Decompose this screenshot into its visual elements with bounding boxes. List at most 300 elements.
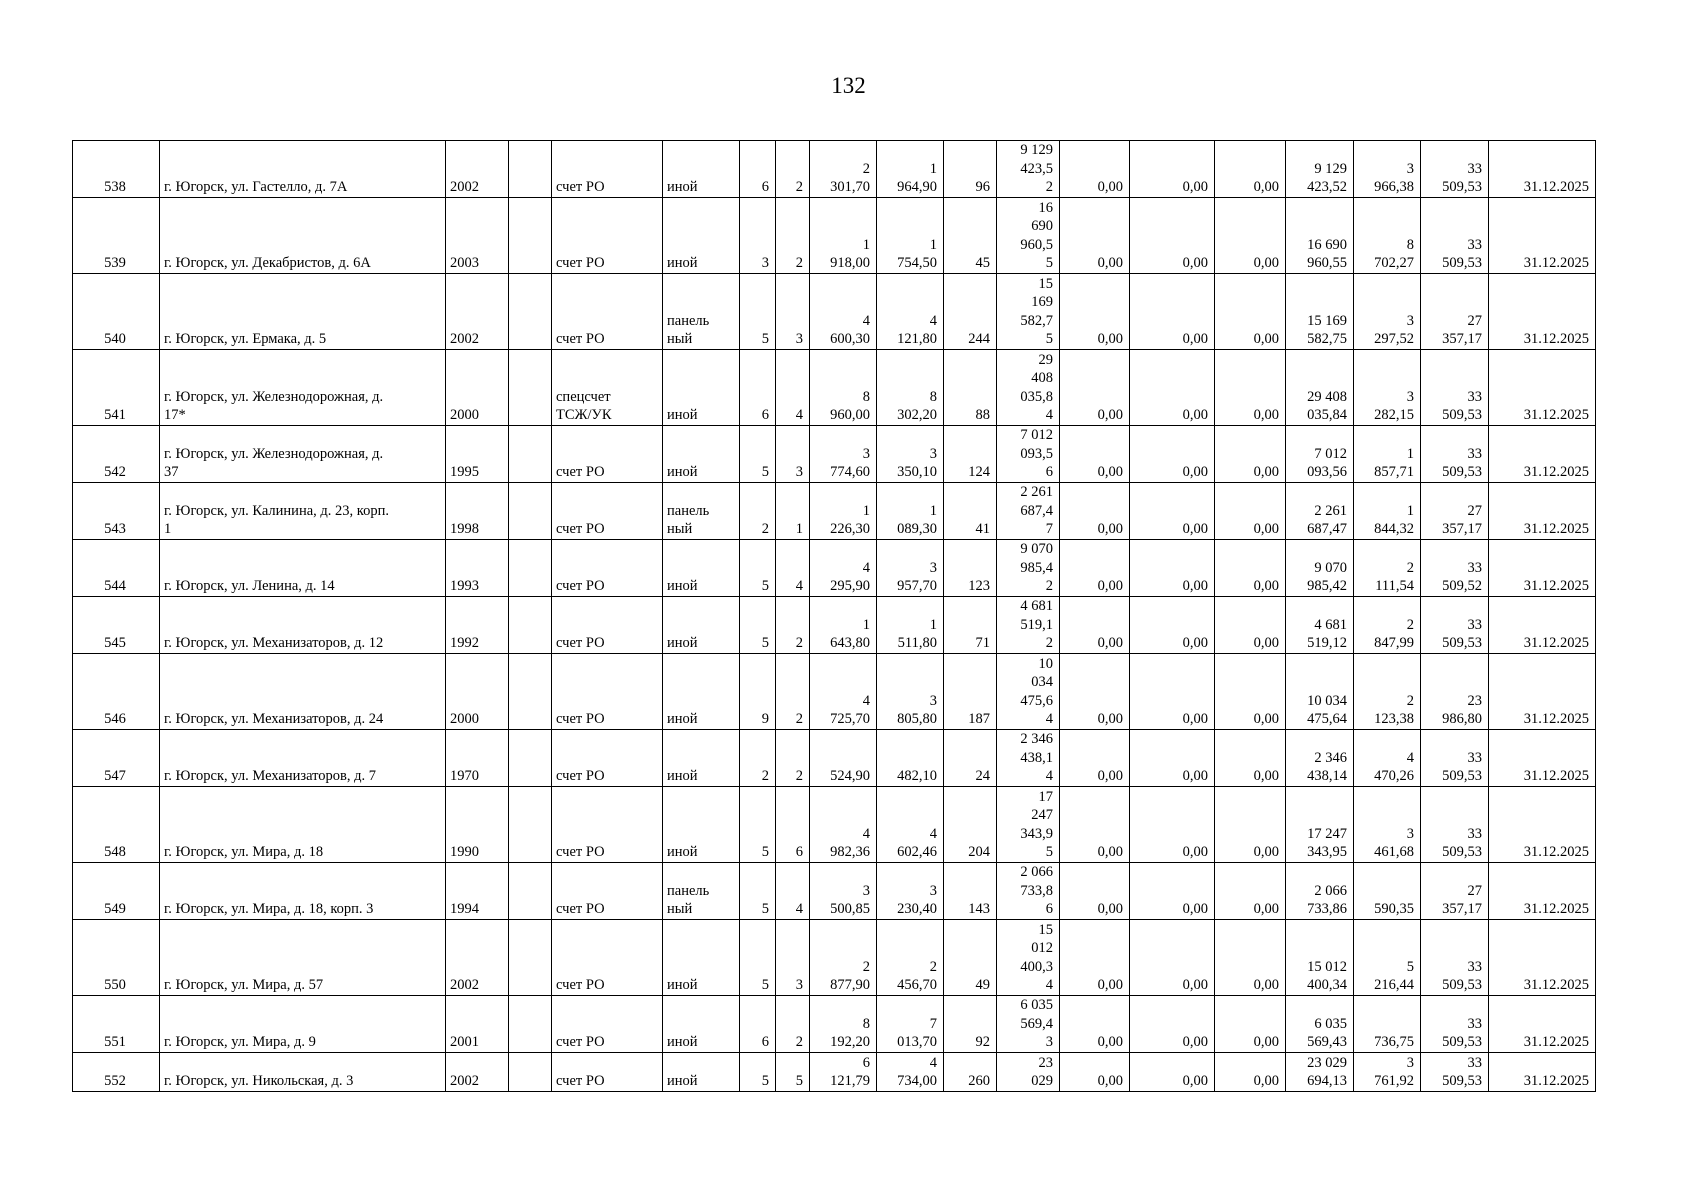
funding-3-cell: 0,00 <box>1215 996 1286 1053</box>
fund-method-cell: спецсчет ТСЖ/УК <box>552 350 663 426</box>
funding-3-cell: 0,00 <box>1215 1053 1286 1092</box>
deadline-date-cell: 31.12.2025 <box>1489 863 1596 920</box>
floors-cell: 5 <box>740 1053 776 1092</box>
blank-cell <box>509 426 552 483</box>
entrances-cell: 5 <box>776 1053 810 1092</box>
table-row <box>73 730 1596 787</box>
living-area-cell: 4 602,46 <box>877 787 944 863</box>
blank-cell <box>509 863 552 920</box>
repair-cost-cell: 6 035 569,4 3 <box>997 996 1060 1053</box>
living-area-cell: 1 089,30 <box>877 483 944 540</box>
table-row <box>73 540 1596 597</box>
repair-cost-cell: 2 261 687,4 7 <box>997 483 1060 540</box>
cost-limit-cell: 33 509,53 <box>1421 787 1489 863</box>
repair-cost-cell: 17 247 343,9 5 <box>997 787 1060 863</box>
row-number-cell: 552 <box>73 1053 160 1092</box>
fund-method-cell: счет РО <box>552 274 663 350</box>
row-number-cell: 549 <box>73 863 160 920</box>
address-cell: г. Югорск, ул. Мира, д. 57 <box>160 920 446 996</box>
year-built-cell: 1970 <box>446 730 509 787</box>
repair-cost-cell: 2 346 438,1 4 <box>997 730 1060 787</box>
entrances-cell: 3 <box>776 274 810 350</box>
cost-limit-cell: 33 509,53 <box>1421 350 1489 426</box>
row-number-cell: 544 <box>73 540 160 597</box>
funding-2-cell: 0,00 <box>1130 787 1215 863</box>
fund-method-cell: счет РО <box>552 920 663 996</box>
floors-cell: 2 <box>740 730 776 787</box>
deadline-date-cell: 31.12.2025 <box>1489 483 1596 540</box>
deadline-date-cell: 31.12.2025 <box>1489 597 1596 654</box>
cost-limit-cell: 33 509,53 <box>1421 920 1489 996</box>
blank-cell <box>509 483 552 540</box>
deadline-date-cell: 31.12.2025 <box>1489 920 1596 996</box>
wall-material-cell: иной <box>663 540 740 597</box>
repair-cost-cell: 16 690 960,5 5 <box>997 198 1060 274</box>
cost-per-m2-cell: 3 761,92 <box>1354 1053 1421 1092</box>
table-row <box>73 274 1596 350</box>
total-area-cell: 3 500,85 <box>810 863 877 920</box>
funding-2-cell: 0,00 <box>1130 350 1215 426</box>
cost-per-m2-cell: 3 461,68 <box>1354 787 1421 863</box>
funding-2-cell: 0,00 <box>1130 540 1215 597</box>
floors-cell: 5 <box>740 787 776 863</box>
table-row <box>73 141 1596 198</box>
row-number-cell: 545 <box>73 597 160 654</box>
living-area-cell: 3 350,10 <box>877 426 944 483</box>
funding-1-cell: 0,00 <box>1060 730 1130 787</box>
cost-per-m2-cell: 736,75 <box>1354 996 1421 1053</box>
cost-per-m2-cell: 3 297,52 <box>1354 274 1421 350</box>
funding-1-cell: 0,00 <box>1060 920 1130 996</box>
cost-per-m2-cell: 4 470,26 <box>1354 730 1421 787</box>
entrances-cell: 2 <box>776 597 810 654</box>
funding-2-cell: 0,00 <box>1130 730 1215 787</box>
row-number-cell: 541 <box>73 350 160 426</box>
total-cost-cell: 9 129 423,52 <box>1286 141 1354 198</box>
total-cost-cell: 15 012 400,34 <box>1286 920 1354 996</box>
entrances-cell: 4 <box>776 350 810 426</box>
funding-3-cell: 0,00 <box>1215 198 1286 274</box>
deadline-date-cell: 31.12.2025 <box>1489 274 1596 350</box>
funding-2-cell: 0,00 <box>1130 996 1215 1053</box>
total-cost-cell: 7 012 093,56 <box>1286 426 1354 483</box>
funding-3-cell: 0,00 <box>1215 787 1286 863</box>
funding-3-cell: 0,00 <box>1215 730 1286 787</box>
living-area-cell: 4 734,00 <box>877 1053 944 1092</box>
year-built-cell: 1990 <box>446 787 509 863</box>
wall-material-cell: иной <box>663 597 740 654</box>
funding-3-cell: 0,00 <box>1215 654 1286 730</box>
year-built-cell: 1998 <box>446 483 509 540</box>
total-cost-cell: 6 035 569,43 <box>1286 996 1354 1053</box>
blank-cell <box>509 730 552 787</box>
table-row <box>73 597 1596 654</box>
table-row <box>73 483 1596 540</box>
entrances-cell: 3 <box>776 920 810 996</box>
wall-material-cell: иной <box>663 1053 740 1092</box>
repair-cost-cell: 10 034 475,6 4 <box>997 654 1060 730</box>
cost-per-m2-cell: 3 966,38 <box>1354 141 1421 198</box>
fund-method-cell: счет РО <box>552 787 663 863</box>
entrances-cell: 2 <box>776 654 810 730</box>
floors-cell: 5 <box>740 920 776 996</box>
fund-method-cell: счет РО <box>552 730 663 787</box>
entrances-cell: 4 <box>776 863 810 920</box>
blank-cell <box>509 274 552 350</box>
wall-material-cell: иной <box>663 996 740 1053</box>
table-row <box>73 996 1596 1053</box>
wall-material-cell: иной <box>663 730 740 787</box>
row-number-cell: 547 <box>73 730 160 787</box>
total-cost-cell: 29 408 035,84 <box>1286 350 1354 426</box>
deadline-date-cell: 31.12.2025 <box>1489 426 1596 483</box>
fund-method-cell: счет РО <box>552 198 663 274</box>
address-cell: г. Югорск, ул. Ленина, д. 14 <box>160 540 446 597</box>
row-number-cell: 539 <box>73 198 160 274</box>
year-built-cell: 2000 <box>446 654 509 730</box>
fund-method-cell: счет РО <box>552 996 663 1053</box>
funding-1-cell: 0,00 <box>1060 787 1130 863</box>
address-cell: г. Югорск, ул. Ермака, д. 5 <box>160 274 446 350</box>
cost-per-m2-cell: 1 844,32 <box>1354 483 1421 540</box>
address-cell: г. Югорск, ул. Механизаторов, д. 12 <box>160 597 446 654</box>
residents-cell: 143 <box>944 863 997 920</box>
wall-material-cell: иной <box>663 920 740 996</box>
fund-method-cell: счет РО <box>552 654 663 730</box>
funding-2-cell: 0,00 <box>1130 198 1215 274</box>
total-area-cell: 8 192,20 <box>810 996 877 1053</box>
floors-cell: 9 <box>740 654 776 730</box>
residents-cell: 123 <box>944 540 997 597</box>
funding-3-cell: 0,00 <box>1215 274 1286 350</box>
living-area-cell: 3 805,80 <box>877 654 944 730</box>
floors-cell: 6 <box>740 350 776 426</box>
total-cost-cell: 4 681 519,12 <box>1286 597 1354 654</box>
year-built-cell: 1995 <box>446 426 509 483</box>
address-cell: г. Югорск, ул. Никольская, д. 3 <box>160 1053 446 1092</box>
table-row <box>73 863 1596 920</box>
residents-cell: 244 <box>944 274 997 350</box>
address-cell: г. Югорск, ул. Гастелло, д. 7А <box>160 141 446 198</box>
cost-limit-cell: 33 509,53 <box>1421 141 1489 198</box>
deadline-date-cell: 31.12.2025 <box>1489 540 1596 597</box>
living-area-cell: 3 957,70 <box>877 540 944 597</box>
living-area-cell: 4 121,80 <box>877 274 944 350</box>
repair-cost-cell: 23 029 <box>997 1053 1060 1092</box>
row-number-cell: 546 <box>73 654 160 730</box>
floors-cell: 5 <box>740 540 776 597</box>
total-area-cell: 524,90 <box>810 730 877 787</box>
year-built-cell: 1994 <box>446 863 509 920</box>
funding-3-cell: 0,00 <box>1215 920 1286 996</box>
funding-1-cell: 0,00 <box>1060 198 1130 274</box>
total-cost-cell: 2 066 733,86 <box>1286 863 1354 920</box>
entrances-cell: 2 <box>776 996 810 1053</box>
residents-cell: 88 <box>944 350 997 426</box>
cost-limit-cell: 33 509,53 <box>1421 597 1489 654</box>
blank-cell <box>509 198 552 274</box>
entrances-cell: 2 <box>776 141 810 198</box>
table-row <box>73 654 1596 730</box>
repair-cost-cell: 29 408 035,8 4 <box>997 350 1060 426</box>
page-number: 132 <box>831 73 866 98</box>
total-area-cell: 4 725,70 <box>810 654 877 730</box>
blank-cell <box>509 141 552 198</box>
residents-cell: 71 <box>944 597 997 654</box>
funding-1-cell: 0,00 <box>1060 540 1130 597</box>
address-cell: г. Югорск, ул. Мира, д. 18, корп. 3 <box>160 863 446 920</box>
year-built-cell: 1993 <box>446 540 509 597</box>
total-area-cell: 4 600,30 <box>810 274 877 350</box>
living-area-cell: 3 230,40 <box>877 863 944 920</box>
cost-limit-cell: 23 986,80 <box>1421 654 1489 730</box>
living-area-cell: 2 456,70 <box>877 920 944 996</box>
cost-limit-cell: 33 509,52 <box>1421 540 1489 597</box>
fund-method-cell: счет РО <box>552 141 663 198</box>
floors-cell: 3 <box>740 198 776 274</box>
entrances-cell: 3 <box>776 426 810 483</box>
funding-2-cell: 0,00 <box>1130 863 1215 920</box>
funding-2-cell: 0,00 <box>1130 483 1215 540</box>
fund-method-cell: счет РО <box>552 483 663 540</box>
funding-1-cell: 0,00 <box>1060 274 1130 350</box>
living-area-cell: 1 511,80 <box>877 597 944 654</box>
address-cell: г. Югорск, ул. Калинина, д. 23, корп. 1 <box>160 483 446 540</box>
funding-3-cell: 0,00 <box>1215 597 1286 654</box>
residents-cell: 41 <box>944 483 997 540</box>
repair-cost-cell: 4 681 519,1 2 <box>997 597 1060 654</box>
total-area-cell: 1 643,80 <box>810 597 877 654</box>
year-built-cell: 1992 <box>446 597 509 654</box>
table-row <box>73 426 1596 483</box>
residents-cell: 204 <box>944 787 997 863</box>
funding-3-cell: 0,00 <box>1215 141 1286 198</box>
wall-material-cell: иной <box>663 198 740 274</box>
table-row <box>73 920 1596 996</box>
cost-limit-cell: 33 509,53 <box>1421 426 1489 483</box>
floors-cell: 5 <box>740 863 776 920</box>
row-number-cell: 548 <box>73 787 160 863</box>
floors-cell: 5 <box>740 274 776 350</box>
floors-cell: 6 <box>740 996 776 1053</box>
funding-1-cell: 0,00 <box>1060 483 1130 540</box>
total-cost-cell: 10 034 475,64 <box>1286 654 1354 730</box>
residents-cell: 92 <box>944 996 997 1053</box>
wall-material-cell: панель ный <box>663 274 740 350</box>
year-built-cell: 2001 <box>446 996 509 1053</box>
funding-1-cell: 0,00 <box>1060 141 1130 198</box>
total-area-cell: 6 121,79 <box>810 1053 877 1092</box>
table-row <box>73 787 1596 863</box>
address-cell: г. Югорск, ул. Железнодорожная, д. 37 <box>160 426 446 483</box>
cost-per-m2-cell: 8 702,27 <box>1354 198 1421 274</box>
total-area-cell: 2 877,90 <box>810 920 877 996</box>
repair-cost-cell: 15 012 400,3 4 <box>997 920 1060 996</box>
blank-cell <box>509 654 552 730</box>
year-built-cell: 2003 <box>446 198 509 274</box>
funding-1-cell: 0,00 <box>1060 654 1130 730</box>
funding-2-cell: 0,00 <box>1130 426 1215 483</box>
cost-per-m2-cell: 2 123,38 <box>1354 654 1421 730</box>
address-cell: г. Югорск, ул. Механизаторов, д. 24 <box>160 654 446 730</box>
entrances-cell: 2 <box>776 730 810 787</box>
address-cell: г. Югорск, ул. Железнодорожная, д. 17* <box>160 350 446 426</box>
funding-2-cell: 0,00 <box>1130 1053 1215 1092</box>
fund-method-cell: счет РО <box>552 597 663 654</box>
year-built-cell: 2002 <box>446 1053 509 1092</box>
living-area-cell: 482,10 <box>877 730 944 787</box>
total-area-cell: 3 774,60 <box>810 426 877 483</box>
total-area-cell: 4 295,90 <box>810 540 877 597</box>
address-cell: г. Югорск, ул. Мира, д. 18 <box>160 787 446 863</box>
funding-1-cell: 0,00 <box>1060 996 1130 1053</box>
wall-material-cell: иной <box>663 426 740 483</box>
residents-cell: 124 <box>944 426 997 483</box>
residents-cell: 45 <box>944 198 997 274</box>
funding-2-cell: 0,00 <box>1130 274 1215 350</box>
living-area-cell: 8 302,20 <box>877 350 944 426</box>
row-number-cell: 550 <box>73 920 160 996</box>
repair-cost-cell: 9 070 985,4 2 <box>997 540 1060 597</box>
cost-limit-cell: 33 509,53 <box>1421 996 1489 1053</box>
floors-cell: 5 <box>740 597 776 654</box>
row-number-cell: 551 <box>73 996 160 1053</box>
wall-material-cell: иной <box>663 350 740 426</box>
total-area-cell: 1 226,30 <box>810 483 877 540</box>
cost-per-m2-cell: 2 111,54 <box>1354 540 1421 597</box>
funding-2-cell: 0,00 <box>1130 654 1215 730</box>
total-area-cell: 8 960,00 <box>810 350 877 426</box>
wall-material-cell: иной <box>663 141 740 198</box>
residents-cell: 260 <box>944 1053 997 1092</box>
blank-cell <box>509 350 552 426</box>
deadline-date-cell: 31.12.2025 <box>1489 730 1596 787</box>
row-number-cell: 540 <box>73 274 160 350</box>
floors-cell: 5 <box>740 426 776 483</box>
total-area-cell: 4 982,36 <box>810 787 877 863</box>
funding-1-cell: 0,00 <box>1060 1053 1130 1092</box>
total-area-cell: 1 918,00 <box>810 198 877 274</box>
row-number-cell: 538 <box>73 141 160 198</box>
repair-cost-cell: 7 012 093,5 6 <box>997 426 1060 483</box>
year-built-cell: 2002 <box>446 920 509 996</box>
table-row <box>73 198 1596 274</box>
deadline-date-cell: 31.12.2025 <box>1489 350 1596 426</box>
address-cell: г. Югорск, ул. Декабристов, д. 6А <box>160 198 446 274</box>
fund-method-cell: счет РО <box>552 1053 663 1092</box>
repair-cost-cell: 2 066 733,8 6 <box>997 863 1060 920</box>
address-cell: г. Югорск, ул. Мира, д. 9 <box>160 996 446 1053</box>
living-area-cell: 7 013,70 <box>877 996 944 1053</box>
floors-cell: 2 <box>740 483 776 540</box>
cost-per-m2-cell: 1 857,71 <box>1354 426 1421 483</box>
total-cost-cell: 23 029 694,13 <box>1286 1053 1354 1092</box>
repair-cost-cell: 9 129 423,5 2 <box>997 141 1060 198</box>
cost-per-m2-cell: 590,35 <box>1354 863 1421 920</box>
total-cost-cell: 15 169 582,75 <box>1286 274 1354 350</box>
wall-material-cell: иной <box>663 654 740 730</box>
funding-2-cell: 0,00 <box>1130 141 1215 198</box>
residents-cell: 96 <box>944 141 997 198</box>
residents-cell: 187 <box>944 654 997 730</box>
deadline-date-cell: 31.12.2025 <box>1489 1053 1596 1092</box>
fund-method-cell: счет РО <box>552 863 663 920</box>
entrances-cell: 2 <box>776 198 810 274</box>
fund-method-cell: счет РО <box>552 540 663 597</box>
wall-material-cell: панель ный <box>663 483 740 540</box>
cost-limit-cell: 27 357,17 <box>1421 863 1489 920</box>
funding-3-cell: 0,00 <box>1215 863 1286 920</box>
funding-3-cell: 0,00 <box>1215 540 1286 597</box>
funding-1-cell: 0,00 <box>1060 863 1130 920</box>
cost-limit-cell: 33 509,53 <box>1421 198 1489 274</box>
funding-2-cell: 0,00 <box>1130 920 1215 996</box>
table-row <box>73 1053 1596 1092</box>
year-built-cell: 2002 <box>446 141 509 198</box>
funding-3-cell: 0,00 <box>1215 426 1286 483</box>
blank-cell <box>509 540 552 597</box>
year-built-cell: 2000 <box>446 350 509 426</box>
blank-cell <box>509 996 552 1053</box>
total-cost-cell: 16 690 960,55 <box>1286 198 1354 274</box>
entrances-cell: 1 <box>776 483 810 540</box>
floors-cell: 6 <box>740 141 776 198</box>
residents-cell: 49 <box>944 920 997 996</box>
cost-limit-cell: 33 509,53 <box>1421 1053 1489 1092</box>
blank-cell <box>509 1053 552 1092</box>
cost-per-m2-cell: 5 216,44 <box>1354 920 1421 996</box>
living-area-cell: 1 964,90 <box>877 141 944 198</box>
blank-cell <box>509 920 552 996</box>
deadline-date-cell: 31.12.2025 <box>1489 198 1596 274</box>
total-cost-cell: 17 247 343,95 <box>1286 787 1354 863</box>
year-built-cell: 2002 <box>446 274 509 350</box>
funding-3-cell: 0,00 <box>1215 483 1286 540</box>
total-cost-cell: 2 261 687,47 <box>1286 483 1354 540</box>
entrances-cell: 4 <box>776 540 810 597</box>
row-number-cell: 542 <box>73 426 160 483</box>
deadline-date-cell: 31.12.2025 <box>1489 654 1596 730</box>
total-area-cell: 2 301,70 <box>810 141 877 198</box>
wall-material-cell: иной <box>663 787 740 863</box>
housing-registry-table <box>72 140 1596 1092</box>
cost-limit-cell: 33 509,53 <box>1421 730 1489 787</box>
cost-limit-cell: 27 357,17 <box>1421 483 1489 540</box>
residents-cell: 24 <box>944 730 997 787</box>
deadline-date-cell: 31.12.2025 <box>1489 141 1596 198</box>
deadline-date-cell: 31.12.2025 <box>1489 787 1596 863</box>
fund-method-cell: счет РО <box>552 426 663 483</box>
cost-per-m2-cell: 3 282,15 <box>1354 350 1421 426</box>
funding-1-cell: 0,00 <box>1060 350 1130 426</box>
total-cost-cell: 2 346 438,14 <box>1286 730 1354 787</box>
deadline-date-cell: 31.12.2025 <box>1489 996 1596 1053</box>
row-number-cell: 543 <box>73 483 160 540</box>
address-cell: г. Югорск, ул. Механизаторов, д. 7 <box>160 730 446 787</box>
blank-cell <box>509 787 552 863</box>
living-area-cell: 1 754,50 <box>877 198 944 274</box>
table-row <box>73 350 1596 426</box>
entrances-cell: 6 <box>776 787 810 863</box>
funding-1-cell: 0,00 <box>1060 597 1130 654</box>
wall-material-cell: панель ный <box>663 863 740 920</box>
funding-3-cell: 0,00 <box>1215 350 1286 426</box>
blank-cell <box>509 597 552 654</box>
funding-2-cell: 0,00 <box>1130 597 1215 654</box>
cost-per-m2-cell: 2 847,99 <box>1354 597 1421 654</box>
funding-1-cell: 0,00 <box>1060 426 1130 483</box>
total-cost-cell: 9 070 985,42 <box>1286 540 1354 597</box>
